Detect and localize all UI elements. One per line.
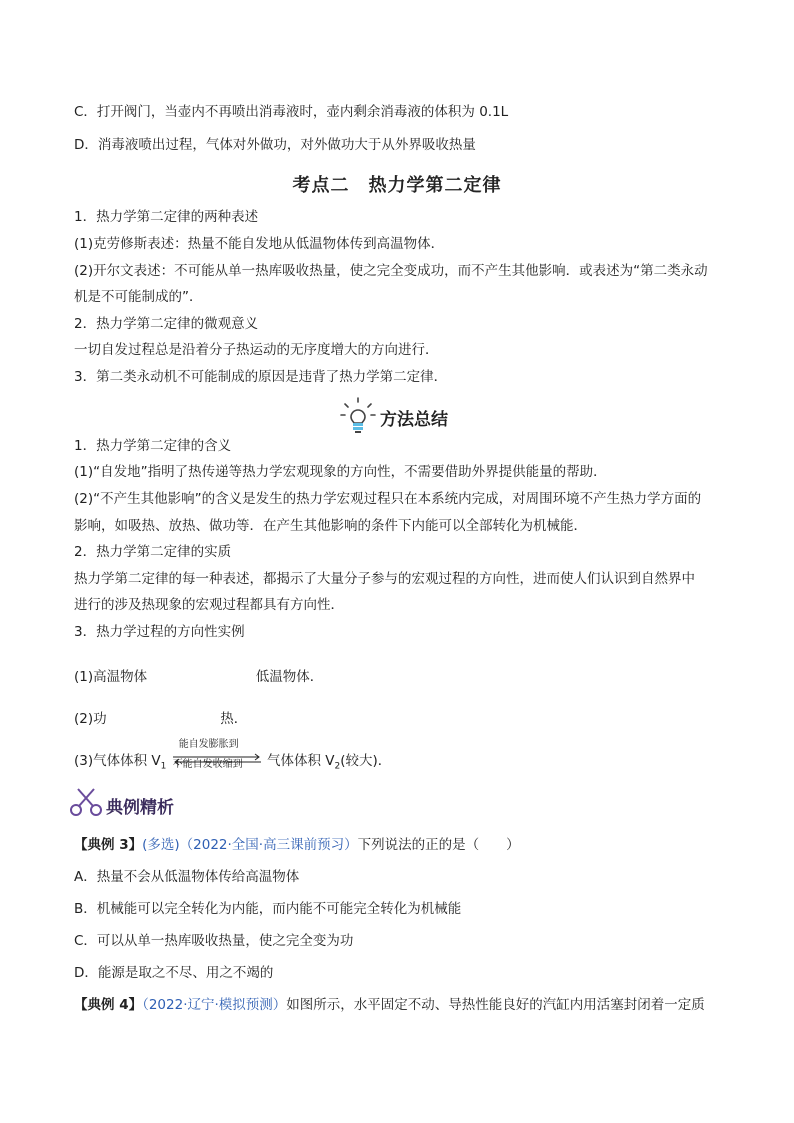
paragraph-line: 一切自发过程总是沿着分子热运动的无序度增大的方向进行．	[74, 342, 439, 358]
paragraph-line: 进行的涉及热现象的宏观过程都具有方向性．	[74, 597, 344, 613]
direction-example-1: (1)高温物体 低温物体．	[74, 669, 324, 685]
paragraph-line: 3．第二类永动机不可能制成的原因是违背了热力学第二定律．	[74, 369, 448, 385]
option-d-prev: D．消毒液喷出过程，气体对外做功，对外做功大于从外界吸收热量	[74, 137, 476, 153]
direction-example-2: (2)功 热．	[74, 711, 248, 727]
paragraph-line: (1)克劳修斯表述：热量不能自发地从低温物体传到高温物体．	[74, 236, 445, 252]
paragraph-line: 1．热力学第二定律的含义	[74, 438, 232, 454]
paragraph-line: 2．热力学第二定律的实质	[74, 544, 232, 560]
method-summary-header	[340, 396, 470, 436]
scissors-icon	[68, 786, 104, 818]
arrow-bottom-label: 不能自发收缩到	[172, 759, 243, 770]
paragraph-line: 机是不可能制成的”．	[74, 289, 203, 305]
section-heading: 考点二 热力学第二定律	[292, 175, 502, 196]
direction-example-3: (3)气体体积 $V_1$ 能自发膨胀到 不能自发收缩到 气体体积 $V_2$(较大)．	[74, 752, 391, 776]
option-a: A．热量不会从低温物体传给高温物体	[74, 869, 300, 885]
paragraph-line: 2．热力学第二定律的微观意义	[74, 316, 259, 332]
example-analysis-header	[68, 786, 208, 820]
example-3-question: 【典例 3】(多选)（2022·全国·高三课前预习）下列说法的正的是（ ）	[74, 837, 520, 853]
option-d: D．能源是取之不尽、用之不竭的	[74, 965, 274, 981]
paragraph-line: (2)“不产生其他影响”的含义是发生的热力学宏观过程只在本系统内完成，对周围环境不产生热力学方面的	[74, 491, 702, 507]
paragraph-line: 3．热力学过程的方向性实例	[74, 624, 245, 640]
example-4-question: 【典例 4】（2022·辽宁·模拟预测）如图所示，水平固定不动、导热性能良好的汽缸内用活塞封闭着一定质	[74, 997, 705, 1013]
option-b: B．机械能可以完全转化为内能，而内能不可能完全转化为机械能	[74, 901, 462, 917]
paragraph-line: (2)开尔文表述：不可能从单一热库吸收热量，使之完全变成功，而不产生其他影响．或表述为“第二类永动	[74, 263, 708, 279]
paragraph-line: 1．热力学第二定律的两种表述	[74, 209, 259, 225]
lightbulb-icon	[340, 396, 376, 434]
method-summary-title: 方法总结	[380, 410, 448, 430]
arrow-top-label: 能自发膨胀到	[178, 739, 239, 750]
reversible-arrow	[171, 739, 263, 770]
option-c: C．可以从单一热库吸收热量，使之完全变为功	[74, 933, 354, 949]
paragraph-line: (1)“自发地”指明了热传递等热力学宏观现象的方向性，不需要借助外界提供能量的帮助．	[74, 464, 607, 480]
option-c-prev: C．打开阀门，当壶内不再喷出消毒液时，壶内剩余消毒液的体积为 0.1L	[74, 104, 509, 120]
paragraph-line: 热力学第二定律的每一种表述，都揭示了大量分子参与的宏观过程的方向性，进而使人们认识到自然界中	[74, 571, 695, 587]
example-analysis-title: 典例精析	[106, 798, 174, 818]
paragraph-line: 影响，如吸热、放热、做功等．在产生其他影响的条件下内能可以全部转化为机械能．	[74, 518, 587, 534]
